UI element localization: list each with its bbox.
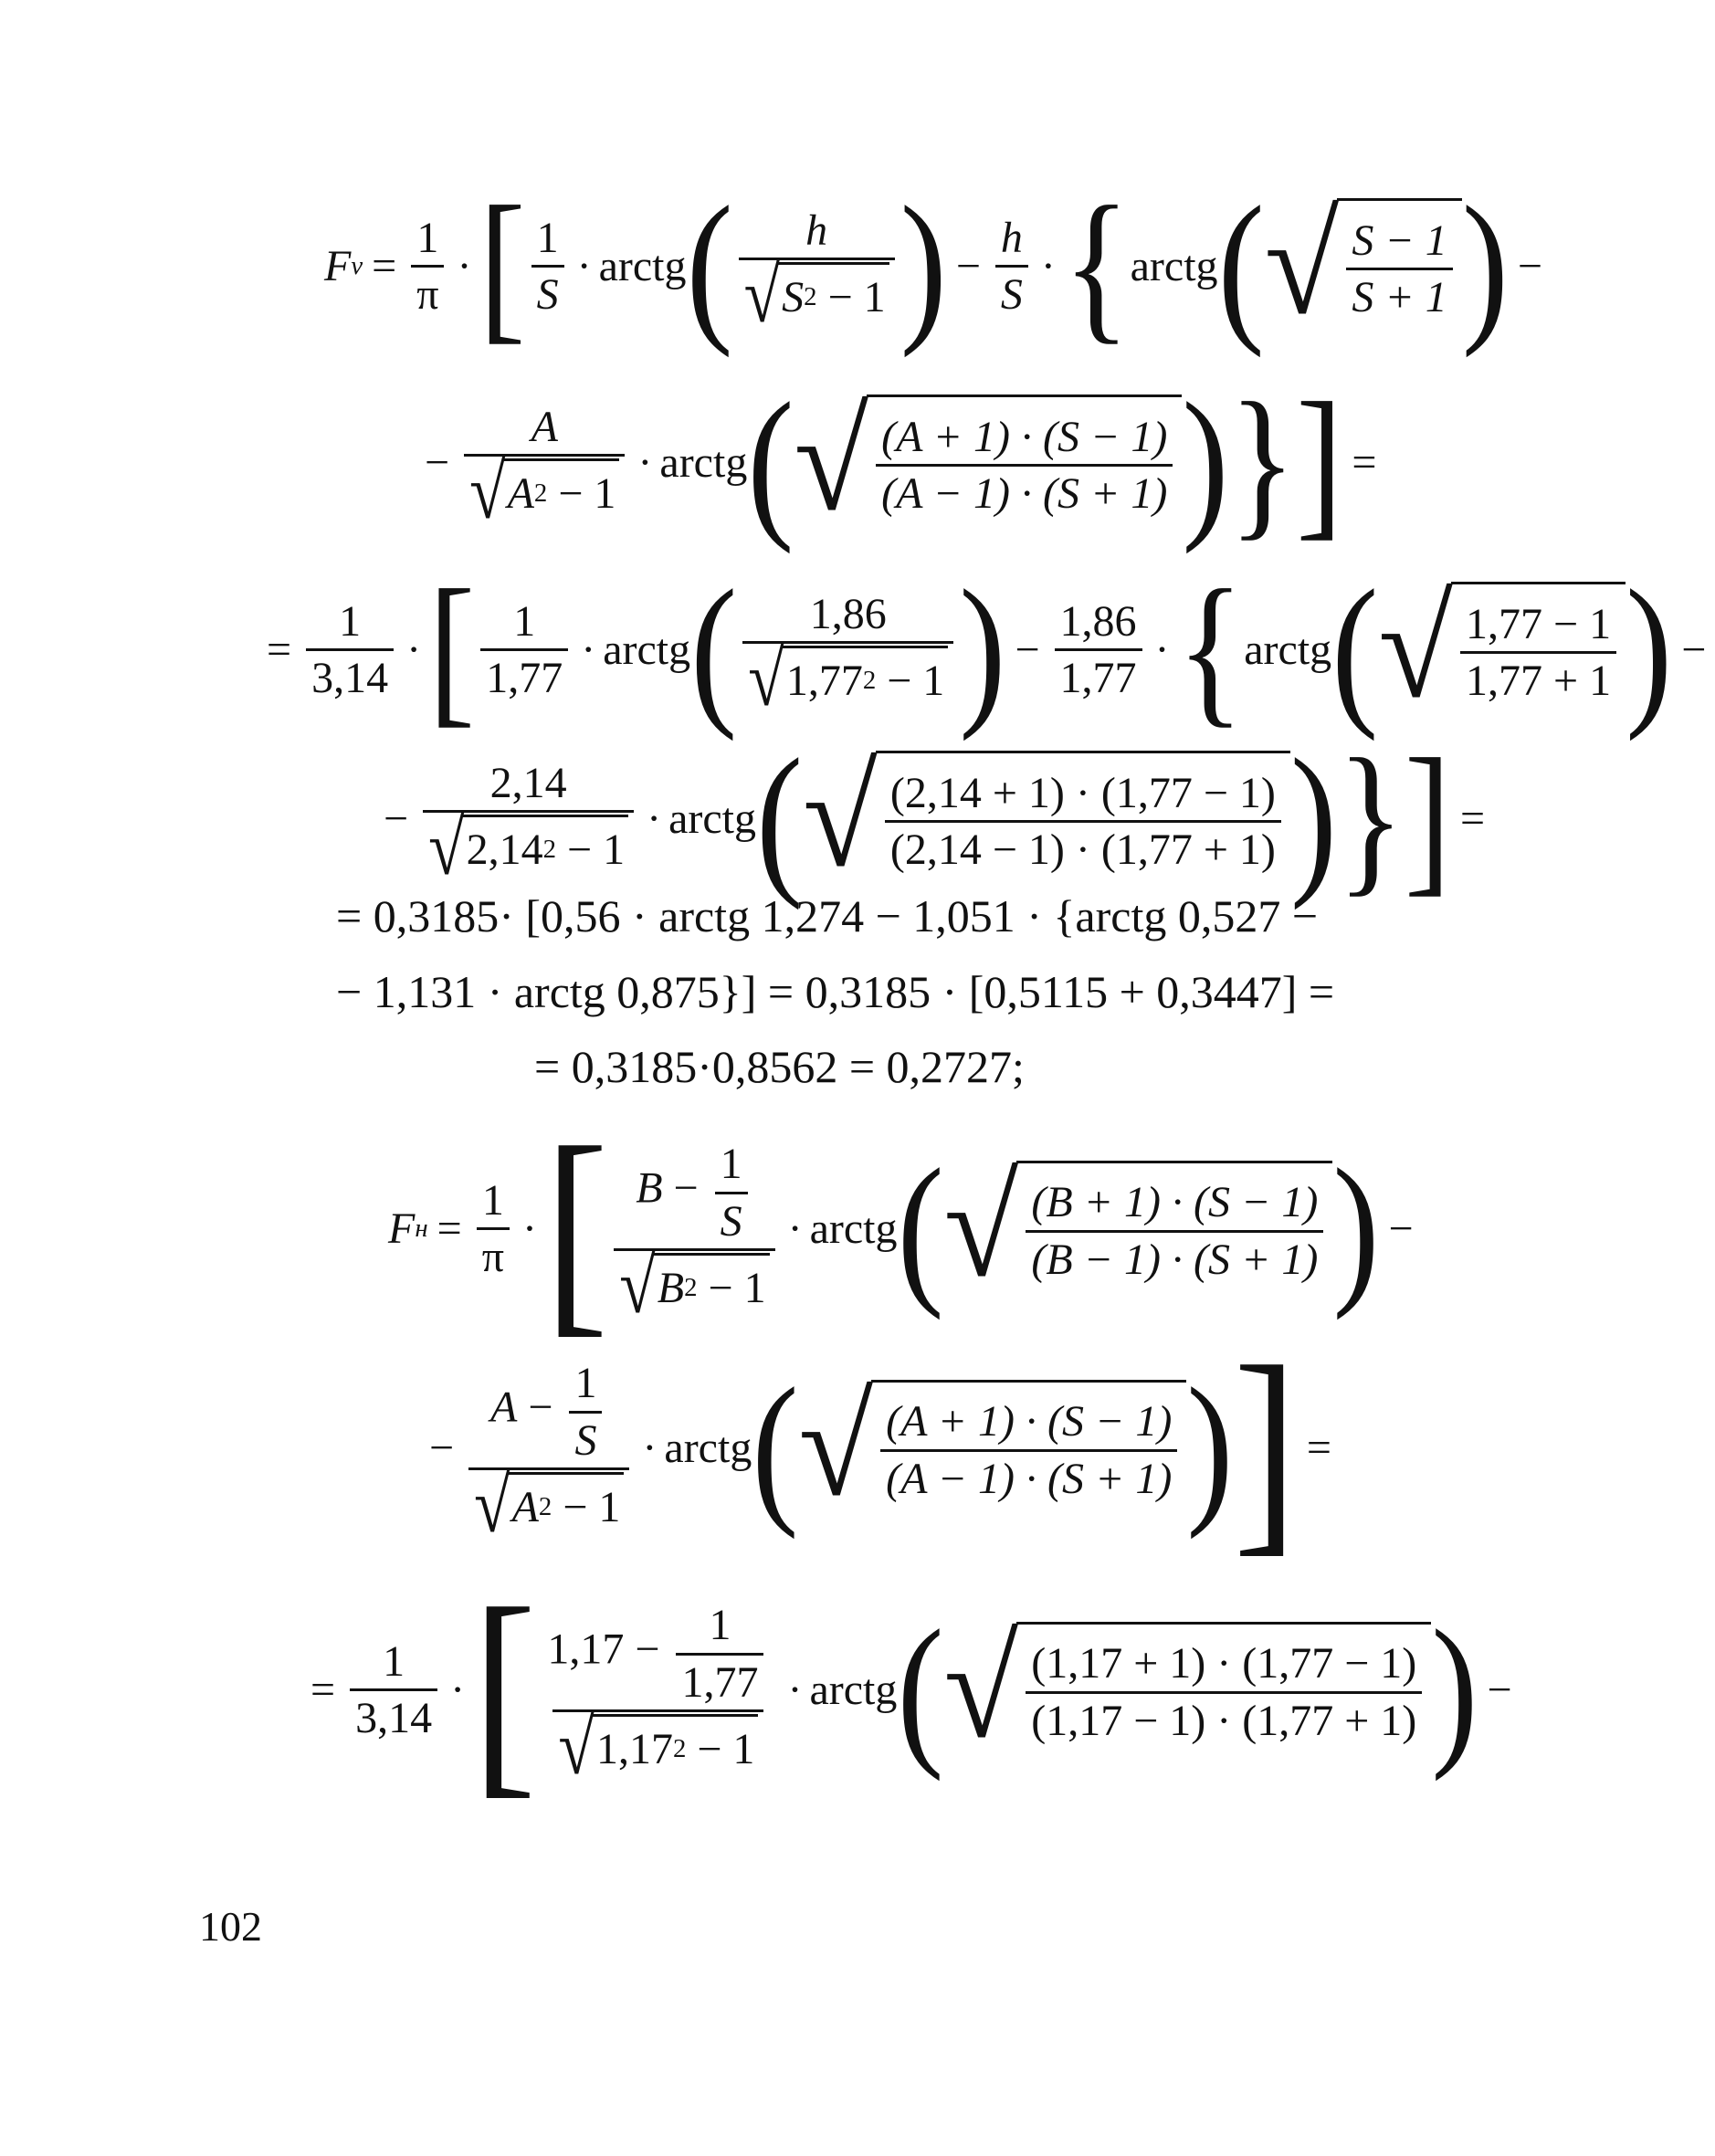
- fraction-one-over-pi: $\frac{1}{\pi}$: [411, 213, 444, 320]
- subscript-v: v: [351, 251, 363, 281]
- fraction-a-over-sqrt: A √ A 2 − 1: [464, 402, 625, 524]
- formula-fv-numeric-line-2: − 2,14 √ 2,14 2 − 1 · arctg ( √ $\frac{(2,14 + 1) \cdot (1,77 - 1)}{(2,14 - 1) \cdot (1,77 + 1)}$ ) } ] =: [384, 724, 1486, 911]
- subscript-n: н: [415, 1214, 428, 1244]
- formula-fv-result-line-1: = 0,3185· [0,56 · arctg 1,274 − 1,051 · {arctg 0,527 −: [336, 890, 1319, 941]
- fraction-b-minus-one-over-s: B − $\frac{1}{S}$ √ B 2 − 1: [614, 1139, 774, 1319]
- left-bracket: [: [479, 172, 526, 359]
- left-brace: {: [1062, 172, 1131, 359]
- formula-fv-result-line-3: = 0,3185·0,8562 = 0,2727;: [534, 1041, 1025, 1092]
- sqrt-fraction-s: √ $\frac{S - 1}{S + 1}$: [1265, 198, 1462, 334]
- formula-fv-line-2: − A √ A 2 − 1 · arctg ( √ $\frac{(A + 1) \cdot (S - 1)}{(A - 1) \cdot (S + 1)}$ ) } ] =: [425, 368, 1377, 555]
- formula-fn-numeric-line-1: = $\frac{1}{3,14}$ · [ 1,17 − $\frac{1}{1,77}$ √ 1,17 2 − 1 · arctg ( √ $\frac{(1,17 + 1) \cdot (1,77 - 1)}{(1,17 - 1) \cdot (1,77 + 1)}$ ) −: [310, 1561, 1512, 1818]
- fraction-one-over-s: $\frac{1}{S}$: [531, 213, 564, 320]
- sqrt-s2-minus-1: √ S 2 − 1: [744, 262, 889, 328]
- fraction-h-over-s: $\frac{h}{S}$: [995, 213, 1028, 320]
- formula-fv-numeric-line-1: = $\frac{1}{3,14}$ · [ $\frac{1}{1,77}$ · arctg ( 1,86 √ 1,77 2 − 1 ) − $\frac{1,86}{1,77}$ · { arctg ( √ $\frac{1,77 - 1}{1,77 + 1}$ ) −: [267, 555, 1707, 742]
- symbol-F: F: [324, 242, 352, 291]
- fraction-h-over-sqrt: h √ S 2 − 1: [739, 205, 895, 328]
- equals-sign: =: [372, 242, 397, 291]
- page-number: 102: [199, 1903, 262, 1950]
- formula-fv-line-1: F v = $\frac{1}{\pi}$ · [ $\frac{1}{S}$ · arctg ( h √ S 2 − 1 ) − $\frac{h}{S}$ · { arctg ( √ $\frac{S - 1}{S + 1}$ ) −: [324, 172, 1542, 359]
- formula-fn-line-1: F н = $\frac{1}{\pi}$ · [ B − $\frac{1}{S}$ √ B 2 − 1 · arctg ( √ $\frac{(B + 1) \cdot (S - 1)}{(B - 1) \cdot (S + 1)}$ ) −: [388, 1099, 1414, 1357]
- formula-fv-result-line-2: − 1,131 · arctg 0,875}] = 0,3185 · [0,5115 + 0,3447] =: [336, 966, 1335, 1017]
- arctg-label: arctg: [598, 242, 687, 291]
- formula-fn-line-2: − A − $\frac{1}{S}$ √ A 2 − 1 · arctg ( √ $\frac{(A + 1) \cdot (S - 1)}{(A - 1) \cdot (S + 1)}$ ) ] =: [429, 1319, 1331, 1576]
